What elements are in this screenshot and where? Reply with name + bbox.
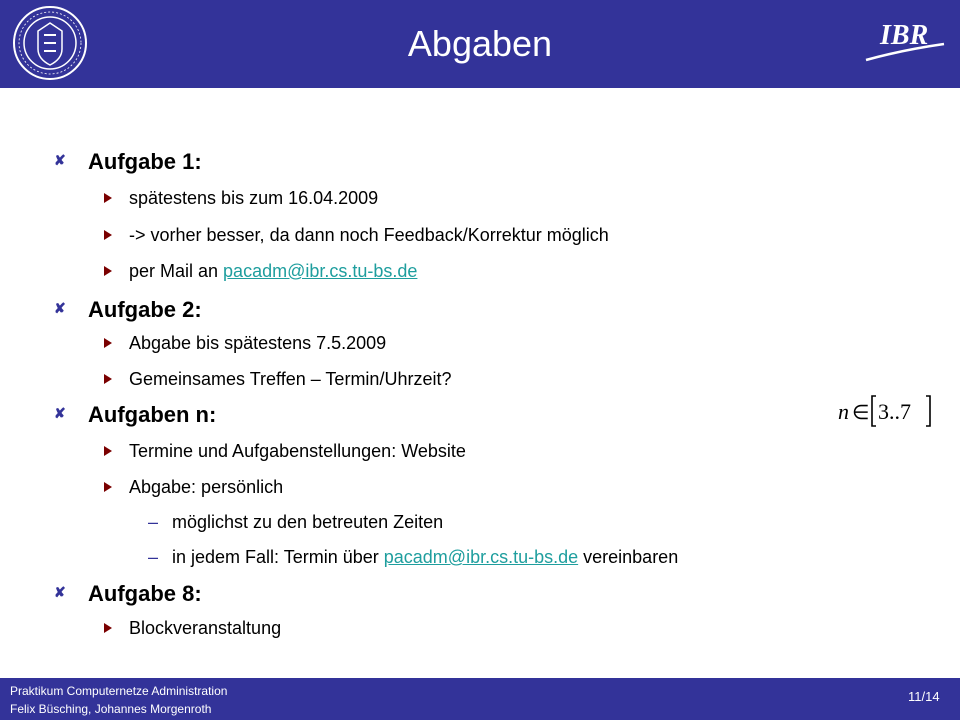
- footer-authors: Felix Büsching, Johannes Morgenroth: [10, 702, 212, 716]
- list-item-prefix: per Mail an: [129, 261, 224, 281]
- section-heading: Aufgabe 1:: [88, 149, 202, 174]
- triangle-bullet-icon: [104, 266, 112, 276]
- list-item: -> vorher besser, da dann noch Feedback/Korrektur möglich: [129, 225, 609, 245]
- sub-list-item-prefix: in jedem Fall: Termin über: [172, 547, 384, 567]
- x-bullet-icon: ✘: [54, 152, 66, 168]
- triangle-bullet-icon: [104, 338, 112, 348]
- slide-title: Abgaben: [407, 23, 553, 64]
- x-bullet-icon: ✘: [54, 584, 66, 600]
- list-item: Abgabe: persönlich: [129, 477, 284, 497]
- right-bracket: [926, 396, 930, 426]
- svg-text:IBR: IBR: [880, 20, 929, 51]
- email-link[interactable]: pacadm@ibr.cs.tu-bs.de: [383, 547, 579, 567]
- sub-list-item: möglichst zu den betreuten Zeiten: [172, 512, 444, 532]
- dash-bullet: –: [148, 512, 159, 532]
- sub-list-item-suffix: vereinbaren: [578, 547, 679, 567]
- triangle-bullet-icon: [104, 374, 112, 384]
- list-item: Blockveranstaltung: [129, 618, 282, 638]
- sub-list-item: [172, 546, 678, 568]
- section-heading: Aufgabe 8:: [88, 581, 202, 606]
- x-bullet-icon: ✘: [54, 405, 66, 421]
- triangle-bullet-icon: [104, 446, 112, 456]
- page-number: 11/14: [908, 689, 940, 704]
- triangle-bullet-icon: [104, 623, 112, 633]
- section-heading: Aufgaben n:: [88, 402, 217, 427]
- triangle-bullet-icon: [104, 193, 112, 203]
- left-bracket: [872, 396, 876, 426]
- formula-relation: ∈: [852, 402, 870, 424]
- email-link[interactable]: pacadm@ibr.cs.tu-bs.de: [223, 261, 418, 281]
- list-item: spätestens bis zum 16.04.2009: [129, 188, 379, 208]
- x-bullet-icon: ✘: [54, 300, 66, 316]
- dash-bullet: –: [148, 547, 159, 567]
- section-heading: Aufgabe 2:: [88, 297, 202, 322]
- formula-variable: n: [838, 399, 849, 424]
- formula-range: 3..7: [878, 399, 911, 424]
- list-item: Termine und Aufgabenstellungen: Website: [129, 441, 466, 461]
- triangle-bullet-icon: [104, 482, 112, 492]
- triangle-bullet-icon: [104, 230, 112, 240]
- list-item: Gemeinsames Treffen – Termin/Uhrzeit?: [129, 369, 452, 389]
- list-item: Abgabe bis spätestens 7.5.2009: [129, 333, 387, 353]
- list-item: [129, 260, 417, 282]
- range-formula: [836, 393, 936, 429]
- footer-course: Praktikum Computernetze Administration: [10, 684, 228, 698]
